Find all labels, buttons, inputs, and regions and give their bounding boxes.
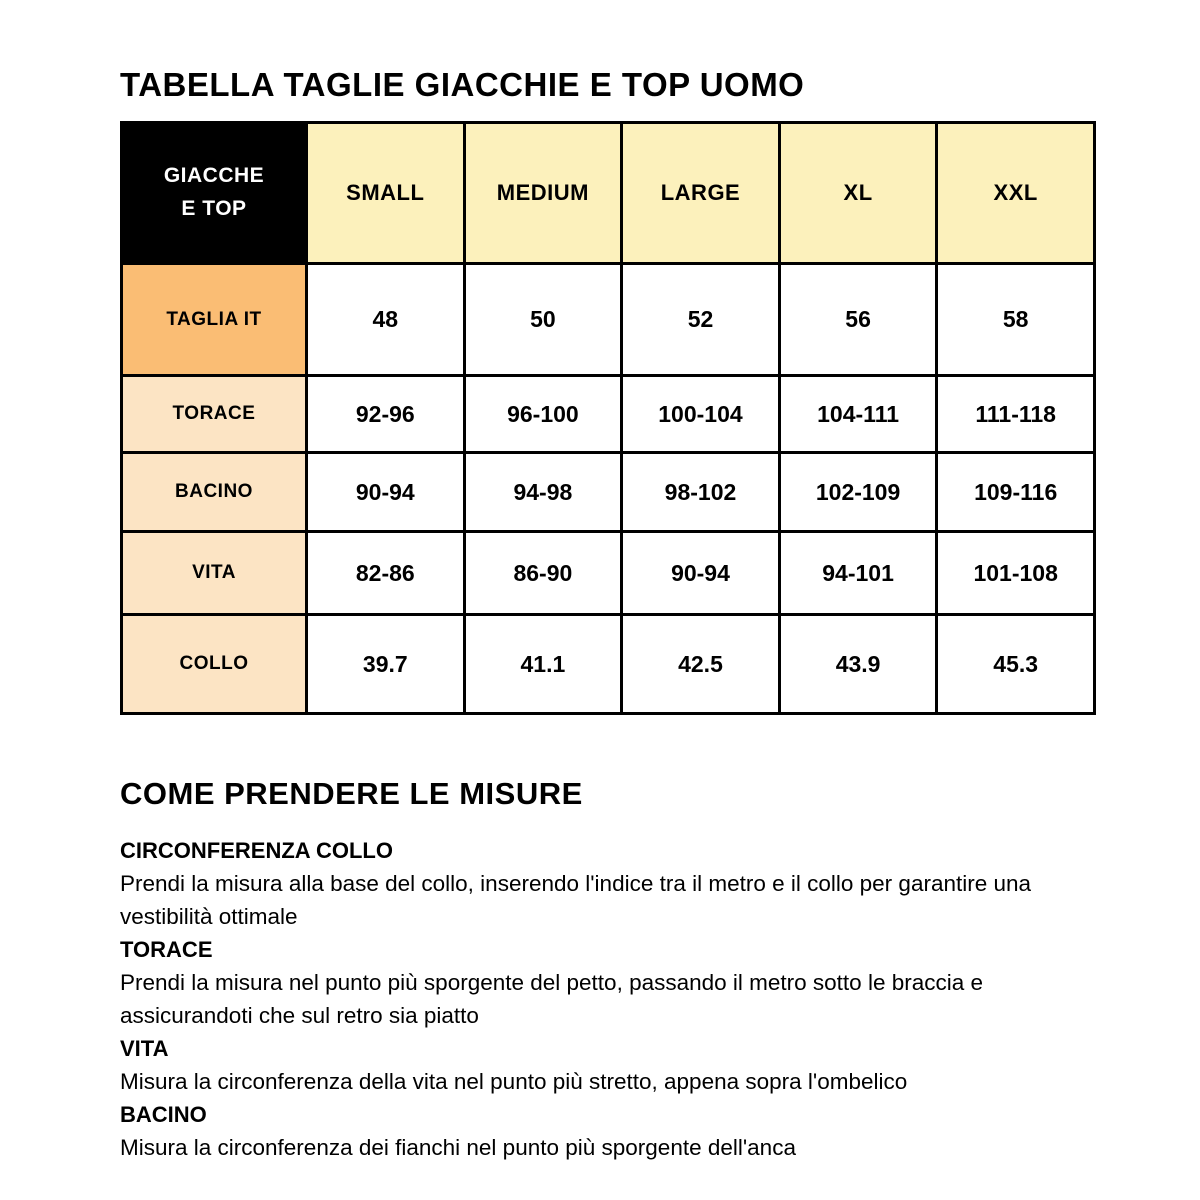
column-header-medium: MEDIUM (464, 123, 622, 264)
value-cell: 41.1 (464, 615, 622, 714)
value-cell: 104-111 (779, 376, 937, 453)
row-label-bacino: BACINO (122, 453, 307, 532)
value-cell: 50 (464, 264, 622, 376)
instruction-title-torace: TORACE (120, 937, 213, 962)
value-cell: 101-108 (937, 532, 1095, 615)
value-cell: 92-96 (307, 376, 465, 453)
value-cell: 90-94 (622, 532, 780, 615)
row-label-vita: VITA (122, 532, 307, 615)
column-header-large: LARGE (622, 123, 780, 264)
value-cell: 48 (307, 264, 465, 376)
value-cell: 82-86 (307, 532, 465, 615)
instruction-text-torace: Prendi la misura nel punto più sporgente del petto, passando il metro sotto le braccia e assicurandoti che sul retro sia piatto (120, 970, 984, 1028)
value-cell: 94-101 (779, 532, 937, 615)
value-cell: 52 (622, 264, 780, 376)
column-header-xxl: XXL (937, 123, 1095, 264)
corner-label-line2: E TOP (181, 197, 247, 220)
instruction-text-circonferenza-collo: Prendi la misura alla base del collo, inserendo l'indice tra il metro e il collo per garantire una vestibilità ottimale (120, 871, 1032, 929)
table-row-collo (122, 615, 1095, 714)
value-cell: 86-90 (464, 532, 622, 615)
corner-label-line1: GIACCHE (163, 164, 265, 188)
row-label-taglia-it: TAGLIA IT (122, 264, 307, 376)
section-heading: COME PRENDERE LE MISURE (120, 776, 583, 811)
instruction-text-vita: Misura la circonferenza della vita nel punto più stretto, appena sopra l'ombelico (120, 1069, 908, 1094)
row-label-torace: TORACE (122, 376, 307, 453)
table-row-bacino (122, 453, 1095, 532)
value-cell: 102-109 (779, 453, 937, 532)
table-row-taglia-it (122, 264, 1095, 376)
value-cell: 45.3 (937, 615, 1095, 714)
value-cell: 100-104 (622, 376, 780, 453)
value-cell: 39.7 (307, 615, 465, 714)
table-header-row (122, 123, 1095, 264)
page-title: TABELLA TAGLIE GIACCHIE E TOP UOMO (120, 66, 805, 103)
table-row-vita (122, 532, 1095, 615)
table-corner-cell (122, 123, 307, 264)
measuring-instructions-section (120, 776, 1110, 1164)
value-cell: 96-100 (464, 376, 622, 453)
table-row-torace (122, 376, 1095, 453)
value-cell: 58 (937, 264, 1095, 376)
instruction-title-vita: VITA (120, 1036, 169, 1061)
value-cell: 109-116 (937, 453, 1095, 532)
instruction-title-bacino: BACINO (120, 1102, 207, 1127)
column-header-small: SMALL (307, 123, 465, 264)
value-cell: 98-102 (622, 453, 780, 532)
value-cell: 42.5 (622, 615, 780, 714)
column-header-xl: XL (779, 123, 937, 264)
instruction-title-circonferenza-collo: CIRCONFERENZA COLLO (120, 838, 393, 863)
row-label-collo: COLLO (122, 615, 307, 714)
value-cell: 90-94 (307, 453, 465, 532)
value-cell: 111-118 (937, 376, 1095, 453)
size-table (120, 121, 1096, 715)
value-cell: 56 (779, 264, 937, 376)
value-cell: 43.9 (779, 615, 937, 714)
value-cell: 94-98 (464, 453, 622, 532)
instruction-text-bacino: Misura la circonferenza dei fianchi nel punto più sporgente dell'anca (120, 1135, 796, 1160)
